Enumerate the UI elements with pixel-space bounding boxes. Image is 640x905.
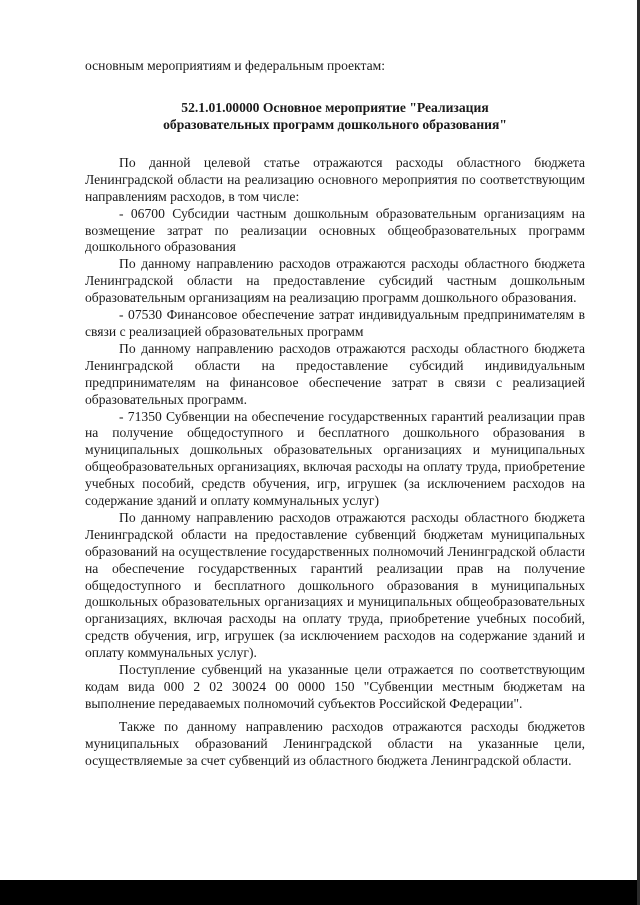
paragraph-3: По данному направлению расходов отражаются расходы областного бюджета Ленинградской области на предоставление субсидий частным дошкольным образовательным организациям на реализацию программ дошкольного образования. (85, 256, 585, 306)
scan-bottom-edge (0, 880, 640, 905)
paragraph-1: По данной целевой статье отражаются расходы областного бюджета Ленинградской области на реализацию основного мероприятия по соответствующим направлениям расходов, в том числе: (85, 154, 585, 204)
section-heading-line-1: 52.1.01.00000 Основное мероприятие "Реализация (181, 99, 489, 115)
paragraph-7: По данному направлению расходов отражаются расходы областного бюджета Ленинградской области на предоставление субвенций бюджетам муниципальных образований на осуществление государственных полномочий Ленинградской области на обеспечение государственных гарантий реализации прав на получение общедоступного и бесплатного дошкольного образования в муниципальных дошкольных образовательных организациях и муниципальных общеобразовательных организациях, включая расходы на оплату труда, приобретение учебных пособий, средств обучения, игр, игрушек (за исключением расходов на содержание зданий и оплату коммунальных услуг). (85, 509, 585, 661)
paragraph-2: - 06700 Субсидии частным дошкольным образовательным организациям на возмещение затрат по реализации основных общеобразовательных программ дошкольного образования (85, 205, 585, 255)
paragraph-6: - 71350 Субвенции на обеспечение государственных гарантий реализации прав на получение общедоступного и бесплатного дошкольного образования в муниципальных дошкольных образовательных организациях и муниципальных общеобразовательных организациях, включая расходы на оплату труда, приобретение учебных пособий, средств обучения, игр, игрушек (за исключением расходов на содержание зданий и оплату коммунальных услуг) (85, 408, 585, 509)
paragraph-4: - 07530 Финансовое обеспечение затрат индивидуальным предпринимателям в связи с реализацией образовательных программ (85, 307, 585, 339)
section-heading-line-2: образовательных программ дошкольного образования" (163, 116, 507, 132)
section-heading (85, 99, 585, 133)
paragraph-8: Поступление субвенций на указанные цели отражается по соответствующим кодам вида 000 2 02 30024 00 0000 150 "Субвенции местным бюджетам на выполнение передаваемых полномочий субъектов Российской Федерации". (85, 662, 585, 711)
paragraph-9: Также по данному направлению расходов отражаются расходы бюджетов муниципальных образований Ленинградской области на указанные цели, осуществляемые за счет субвенций из областного бюджета Ленинградской области. (85, 718, 585, 768)
paragraph-5: По данному направлению расходов отражаются расходы областного бюджета Ленинградской области на предоставление субсидий индивидуальным предпринимателям на финансовое обеспечение затрат в связи с реализацией образовательных программ. (85, 340, 585, 407)
document-page (85, 58, 585, 770)
intro-line: основным мероприятиям и федеральным проектам: (85, 58, 386, 73)
